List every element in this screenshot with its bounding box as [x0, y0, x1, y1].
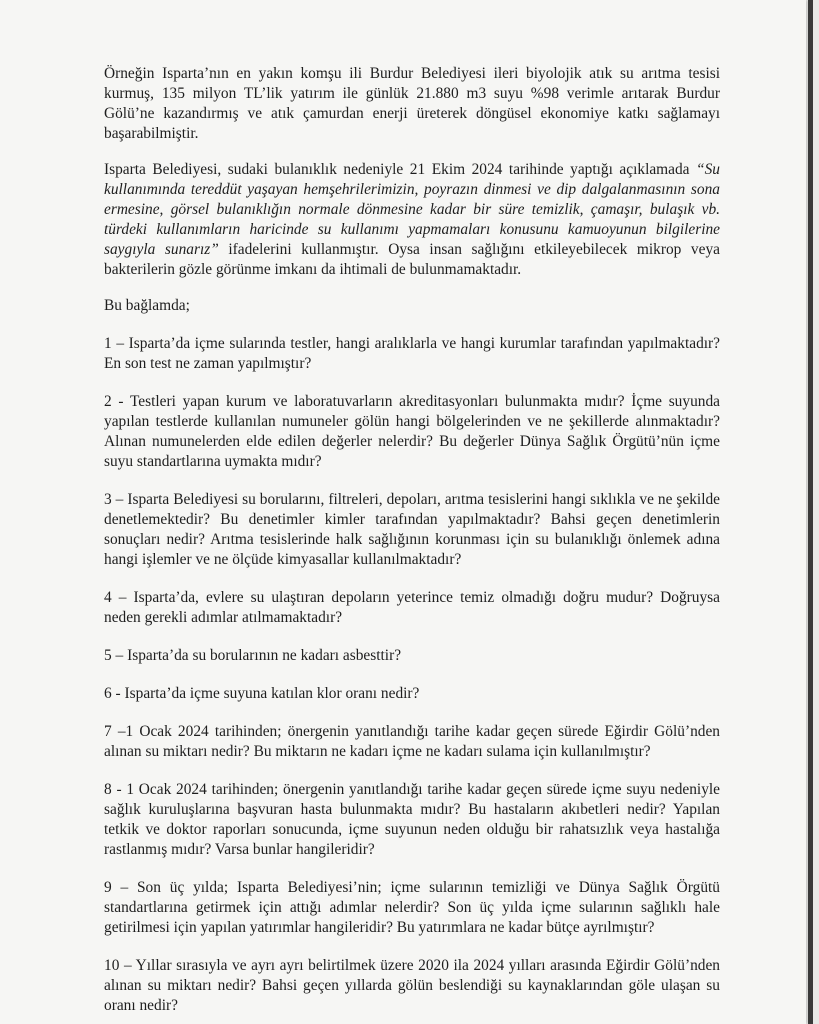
- question-6: 6 - Isparta’da içme suyuna katılan klor oranı nedir?: [104, 685, 420, 702]
- question-4: 4 – Isparta’da, evlere su ulaştıran depoların yeterince temiz olmadığı doğru mudur? Doğruysa neden gerekli adımlar atılmamaktadır?: [104, 589, 720, 626]
- document-body: [104, 64, 720, 1016]
- question-3: 3 – Isparta Belediyesi su borularını, filtreleri, depoları, arıtma tesislerini hangi sıklıkla ve ne şekilde denetlemektedir? Bu denetimler kimler tarafından yapılmaktadır? Bahsi geçen denetimlerin sonuçları nedir? Arıtma tesislerinde halk sağlığının korunması için su bulanıklığı önlemek adına hangi işlemler ve ne ölçüde kimyasallar kullanılmaktadır?: [104, 491, 720, 568]
- paragraph-isparta-statement: [104, 160, 720, 280]
- question-5: 5 – Isparta’da su borularının ne kadarı asbesttir?: [104, 647, 402, 664]
- page-edge-shadow: [808, 0, 813, 1024]
- question-2: 2 - Testleri yapan kurum ve laboratuvarların akreditasyonları bulunmakta mıdır? İçme suyunda yapılan testlerde kullanılan numuneler gölün hangi bölgelerinden ve ne şekillerde alınmaktadır? Alınan numunelerden elde edilen değerler nelerdir? Bu değerler Dünya Sağlık Örgütü’nün içme suyu standartlarına uymakta mıdır?: [104, 393, 720, 470]
- statement-intro: Isparta Belediyesi, sudaki bulanıklık nedeniyle 21 Ekim 2024 tarihinde yaptığı açıklamada: [104, 161, 697, 178]
- question-9: 9 – Son üç yılda; Isparta Belediyesi’nin; içme sularının temizliği ve Dünya Sağlık Örgütü standartlarına getirmek için attığı adımlar nelerdir? Son üç yılda içme sularının sağlıklı hale getirilmesi için yapılan yatırımlar hangileridir? Bu yatırımlara ne kadar bütçe ayrılmıştır?: [104, 879, 720, 936]
- question-8: 8 - 1 Ocak 2024 tarihinden; önergenin yanıtlandığı tarihe kadar geçen sürede içme suyu nedeniyle sağlık kuruluşlarına başvuran hasta bulunmakta mıdır? Bu hastaların akıbetleri nedir? Yapılan tetkik ve doktor raporları sonucunda, içme suyunun neden olduğu bir rahatsızlık veya hastalığa rastlanmış mıdır? Varsa bunlar hangileridir?: [104, 781, 720, 858]
- statement-quote: “Su kullanımında tereddüt yaşayan hemşehrilerimizin, poyrazın dinmesi ve dip dalgalanmasının sona ermesine, görsel bulanıklığın normale dönmesine kadar bir süre temizlik, çamaşır, bulaşık vb. türdeki kullanımların haricinde su kullanımı yapmamaları konusunu kamuoyunun bilgilerine saygıyla sunarız”: [104, 161, 720, 258]
- question-1: 1 – Isparta’da içme sularında testler, hangi aralıklarla ve hangi kurumlar tarafından yapılmaktadır? En son test ne zaman yapılmıştır?: [104, 335, 720, 372]
- question-10: 10 – Yıllar sırasıyla ve ayrı ayrı belirtilmek üzere 2020 ila 2024 yılları arasında Eğirdir Gölü’nden alınan su miktarı nedir? Bahsi geçen yıllarda gölün beslendiği su kaynaklarından göle ulaşan su oranı nedir?: [104, 957, 720, 1014]
- statement-outro: ifadelerini kullanmıştır. Oysa insan sağlığını etkileyebilecek mikrop veya bakterilerin gözle görünme imkanı da ihtimali de bulunmamaktadır.: [104, 241, 720, 278]
- paragraph-bu-baglamda: Bu bağlamda;: [104, 297, 190, 314]
- paragraph-burdur-example: Örneğin Isparta’nın en yakın komşu ili Burdur Belediyesi ileri biyolojik atık su arıtma tesisi kurmuş, 135 milyon TL’lik yatırım ile günlük 21.880 m3 suyu %98 verimle arıtarak Burdur Gölü’ne kazandırmış ve atık çamurdan enerji üreterek döngüsel ekonomiye katkı sağlamayı başarabilmiştir.: [104, 65, 720, 142]
- question-7: 7 –1 Ocak 2024 tarihinden; önergenin yanıtlandığı tarihe kadar geçen sürede Eğirdir Gölü’nden alınan su miktarı nedir? Bu miktarın ne kadarı içme ne kadarı sulama için kullanılmıştır?: [104, 723, 720, 760]
